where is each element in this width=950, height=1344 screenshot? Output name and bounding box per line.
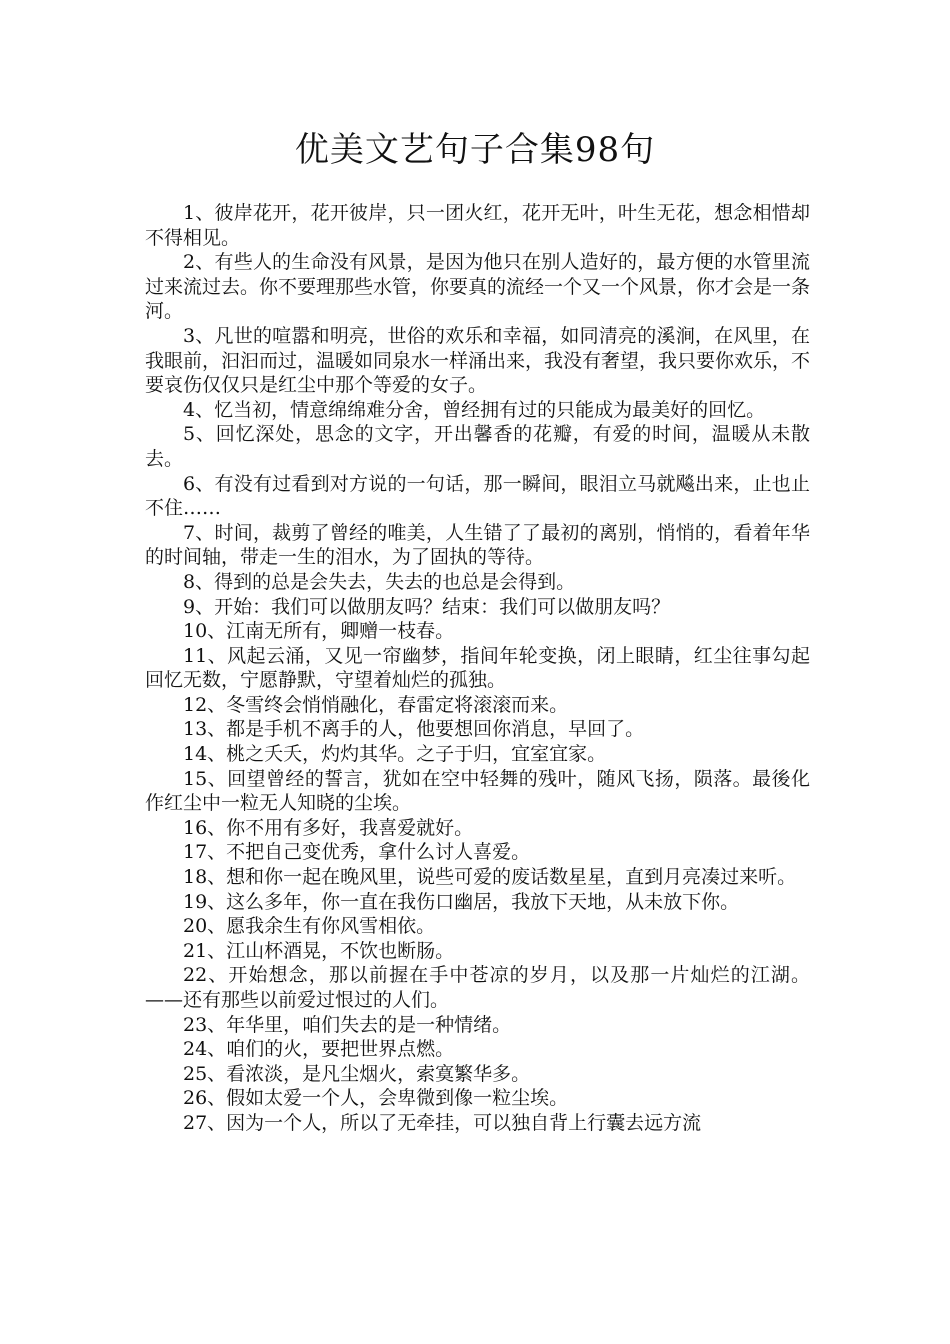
paragraph: 25、看浓淡，是凡尘烟火，索寞繁华多。 <box>183 1062 531 1085</box>
paragraph: 19、这么多年，你一直在我伤口幽居，我放下天地，从未放下你。 <box>183 890 740 913</box>
paragraph: 20、愿我余生有你风雪相依。 <box>183 915 436 938</box>
paragraph: 21、江山杯酒晃，不饮也断肠。 <box>183 939 455 962</box>
paragraph: 9、开始：我们可以做朋友吗？结束：我们可以做朋友吗？ <box>183 595 671 618</box>
paragraph: 18、想和你一起在晚风里，说些可爱的废话数星星，直到月亮凑过来听。 <box>183 866 797 889</box>
paragraph: 1、彼岸花开，花开彼岸，只一团火红，花开无叶，叶生无花，想念相惜却不得相见。 <box>145 202 810 249</box>
paragraph: 17、不把自己变优秀，拿什么讨人喜爱。 <box>183 841 531 864</box>
paragraph: 3、凡世的喧嚣和明亮，世俗的欢乐和幸福，如同清亮的溪涧，在风里，在我眼前，汩汩而过，温暖如同泉水一样涌出来，我没有奢望，我只要你欢乐，不要哀伤仅仅只是红尘中那个等爱的女子。 <box>145 324 811 397</box>
paragraph: 15、回望曾经的誓言，犹如在空中轻舞的残叶，随风飞扬，陨落。最後化作红尘中一粒无人知晓的尘埃。 <box>145 767 810 815</box>
paragraph: 22、开始想念，那以前握在手中苍凉的岁月，以及那一片灿烂的江湖。——还有那些以前爱过恨过的人们。 <box>145 964 810 1011</box>
paragraph: 5、回忆深处，思念的文字，开出馨香的花瓣，有爱的时间，温暖从未散去。 <box>145 423 810 470</box>
paragraph: 27、因为一个人，所以了无牵挂，可以独自背上行囊去远方流 <box>183 1111 702 1134</box>
paragraph: 26、假如太爱一个人，会卑微到像一粒尘埃。 <box>183 1087 569 1110</box>
paragraph: 6、有没有过看到对方说的一句话，那一瞬间，眼泪立马就飚出来，止也止不住…… <box>145 472 810 520</box>
paragraph: 4、忆当初，情意绵绵难分舍，曾经拥有过的只能成为最美好的回忆。 <box>183 398 766 421</box>
paragraph: 2、有些人的生命没有风景，是因为他只在别人造好的，最方便的水管里流过来流过去。你不要理那些水管，你要真的流经一个又一个风景，你才会是一条河。 <box>145 251 811 323</box>
paragraph: 16、你不用有多好，我喜爱就好。 <box>183 816 474 839</box>
paragraph: 14、桃之夭夭，灼灼其华。之子于归，宜室宜家。 <box>183 743 607 766</box>
paragraph: 13、都是手机不离手的人，他要想回你消息，早回了。 <box>183 718 645 741</box>
paragraph: 8、得到的总是会失去，失去的也总是会得到。 <box>183 570 576 593</box>
paragraph: 12、冬雪终会悄悄融化，春雷定将滚滚而来。 <box>183 693 569 716</box>
paragraph: 11、风起云涌，又见一帘幽梦，指间年轮变换，闭上眼睛，红尘往事勾起回忆无数，宁愿静默，守望着灿烂的孤独。 <box>145 644 810 692</box>
paragraph: 7、时间，裁剪了曾经的唯美，人生错了了最初的离别，悄悄的，看着年华的时间轴，带走一生的泪水，为了固执的等待。 <box>145 521 810 569</box>
document-body <box>145 201 810 1136</box>
paragraph: 24、咱们的火，要把世界点燃。 <box>183 1038 455 1061</box>
paragraph: 23、年华里，咱们失去的是一种情绪。 <box>183 1013 512 1036</box>
document-title: 优美文艺句子合集98句 <box>294 130 656 170</box>
paragraph: 10、江南无所有，卿赠一枝春。 <box>183 620 455 643</box>
